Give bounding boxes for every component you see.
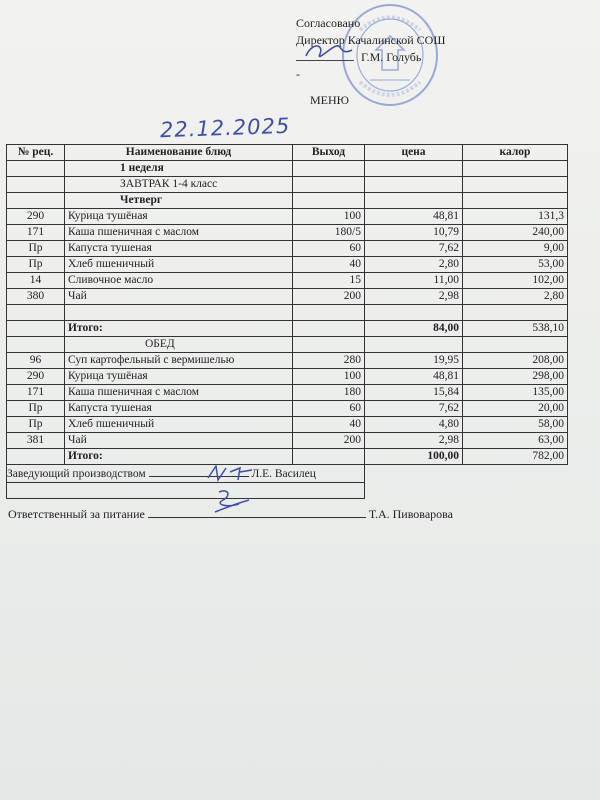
- responsible-signature-line: [148, 506, 366, 518]
- recipe-number: Пр: [7, 241, 65, 257]
- director-name: Г.М. Голубь: [361, 50, 422, 64]
- col-calories: калор: [463, 145, 568, 161]
- dish-calories: 240,00: [463, 225, 568, 241]
- total-calories: 538,10: [463, 321, 568, 337]
- dish-output: 280: [293, 353, 365, 369]
- dish-price: 10,79: [365, 225, 463, 241]
- lunch-title-row: [7, 337, 568, 353]
- week-row: [7, 161, 568, 177]
- dish-output: 200: [293, 289, 365, 305]
- dish-calories: 20,00: [463, 401, 568, 417]
- dish-name: Капуста тушеная: [65, 241, 293, 257]
- dish-name: Каша пшеничная с маслом: [65, 225, 293, 241]
- dish-calories: 102,00: [463, 273, 568, 289]
- dish-price: 2,80: [365, 257, 463, 273]
- dish-output: 200: [293, 433, 365, 449]
- recipe-number: 380: [7, 289, 65, 305]
- recipe-number: Пр: [7, 257, 65, 273]
- dish-calories: 9,00: [463, 241, 568, 257]
- col-output: Выход: [293, 145, 365, 161]
- breakfast-title-row: [7, 177, 568, 193]
- dish-price: 11,00: [365, 273, 463, 289]
- col-price: цена: [365, 145, 463, 161]
- dish-output: 15: [293, 273, 365, 289]
- table-row: [7, 369, 568, 385]
- director-title: Директор Качалинской СОШ: [296, 33, 446, 47]
- dish-name: Сливочное масло: [65, 273, 293, 289]
- total-label: Итого:: [65, 449, 293, 465]
- dish-price: 48,81: [365, 369, 463, 385]
- menu-table: [6, 144, 568, 499]
- dish-name: Чай: [65, 289, 293, 305]
- recipe-number: 381: [7, 433, 65, 449]
- recipe-number: Пр: [7, 401, 65, 417]
- table-row: [7, 417, 568, 433]
- dish-name: Курица тушёная: [65, 209, 293, 225]
- empty-row: [7, 483, 568, 499]
- dish-output: 40: [293, 417, 365, 433]
- total-price: 100,00: [365, 449, 463, 465]
- approval-label: Согласовано: [296, 16, 361, 30]
- col-recipe-number: № рец.: [7, 145, 65, 161]
- day-label: Четверг: [65, 193, 293, 209]
- breakfast-total-row: [7, 321, 568, 337]
- dish-price: 48,81: [365, 209, 463, 225]
- dash-mark: -: [296, 67, 300, 81]
- dish-price: 4,80: [365, 417, 463, 433]
- breakfast-title: ЗАВТРАК 1-4 класс: [65, 177, 293, 193]
- dish-output: 180/5: [293, 225, 365, 241]
- table-row: [7, 273, 568, 289]
- dish-calories: 63,00: [463, 433, 568, 449]
- dish-name: Капуста тушеная: [65, 401, 293, 417]
- recipe-number: Пр: [7, 417, 65, 433]
- table-row: [7, 241, 568, 257]
- responsible-row: [8, 506, 453, 522]
- dish-calories: 135,00: [463, 385, 568, 401]
- dish-name: Суп картофельный с вермишелью: [65, 353, 293, 369]
- dish-name: Хлеб пшеничный: [65, 417, 293, 433]
- dish-price: 7,62: [365, 401, 463, 417]
- table-row: [7, 433, 568, 449]
- responsible-name: Т.А. Пивоварова: [368, 507, 453, 521]
- dish-calories: 58,00: [463, 417, 568, 433]
- dish-name: Чай: [65, 433, 293, 449]
- table-row: [7, 289, 568, 305]
- dish-output: 40: [293, 257, 365, 273]
- dish-name: Хлеб пшеничный: [65, 257, 293, 273]
- table-row: [7, 225, 568, 241]
- dish-calories: 2,80: [463, 289, 568, 305]
- dish-calories: 131,3: [463, 209, 568, 225]
- recipe-number: 171: [7, 225, 65, 241]
- col-dish-name: Наименование блюд: [65, 145, 293, 161]
- menu-title: МЕНЮ: [310, 93, 349, 107]
- lunch-title: ОБЕД: [65, 337, 293, 353]
- table-row: [7, 209, 568, 225]
- production-head-name: Л.Е. Василец: [251, 468, 316, 480]
- dish-calories: 298,00: [463, 369, 568, 385]
- table-row: [7, 385, 568, 401]
- week-label: 1 неделя: [65, 161, 293, 177]
- dish-calories: 53,00: [463, 257, 568, 273]
- dish-name: Каша пшеничная с маслом: [65, 385, 293, 401]
- director-signature: [300, 38, 360, 64]
- dish-calories: 208,00: [463, 353, 568, 369]
- table-row: [7, 257, 568, 273]
- dish-name: Курица тушёная: [65, 369, 293, 385]
- recipe-number: 96: [7, 353, 65, 369]
- dish-output: 100: [293, 369, 365, 385]
- production-head-cell: [7, 465, 365, 483]
- table-row: [7, 401, 568, 417]
- production-head-row: [7, 465, 568, 483]
- dish-price: 15,84: [365, 385, 463, 401]
- recipe-number: 290: [7, 209, 65, 225]
- total-calories: 782,00: [463, 449, 568, 465]
- responsible-label: Ответственный за питание: [8, 507, 145, 521]
- dish-price: 2,98: [365, 289, 463, 305]
- dish-output: 180: [293, 385, 365, 401]
- lunch-total-row: [7, 449, 568, 465]
- dish-price: 19,95: [365, 353, 463, 369]
- production-head-label: Заведующий производством: [7, 468, 146, 480]
- dish-price: 7,62: [365, 241, 463, 257]
- empty-row: [7, 305, 568, 321]
- dish-price: 2,98: [365, 433, 463, 449]
- table-row: [7, 353, 568, 369]
- total-price: 84,00: [365, 321, 463, 337]
- production-head-signature: [200, 462, 260, 486]
- dish-output: 100: [293, 209, 365, 225]
- handwritten-date: 22.12.2025: [159, 113, 291, 143]
- dish-output: 60: [293, 241, 365, 257]
- recipe-number: 14: [7, 273, 65, 289]
- table-header-row: [7, 145, 568, 161]
- recipe-number: 171: [7, 385, 65, 401]
- day-row: [7, 193, 568, 209]
- total-label: Итого:: [65, 321, 293, 337]
- recipe-number: 290: [7, 369, 65, 385]
- dish-output: 60: [293, 401, 365, 417]
